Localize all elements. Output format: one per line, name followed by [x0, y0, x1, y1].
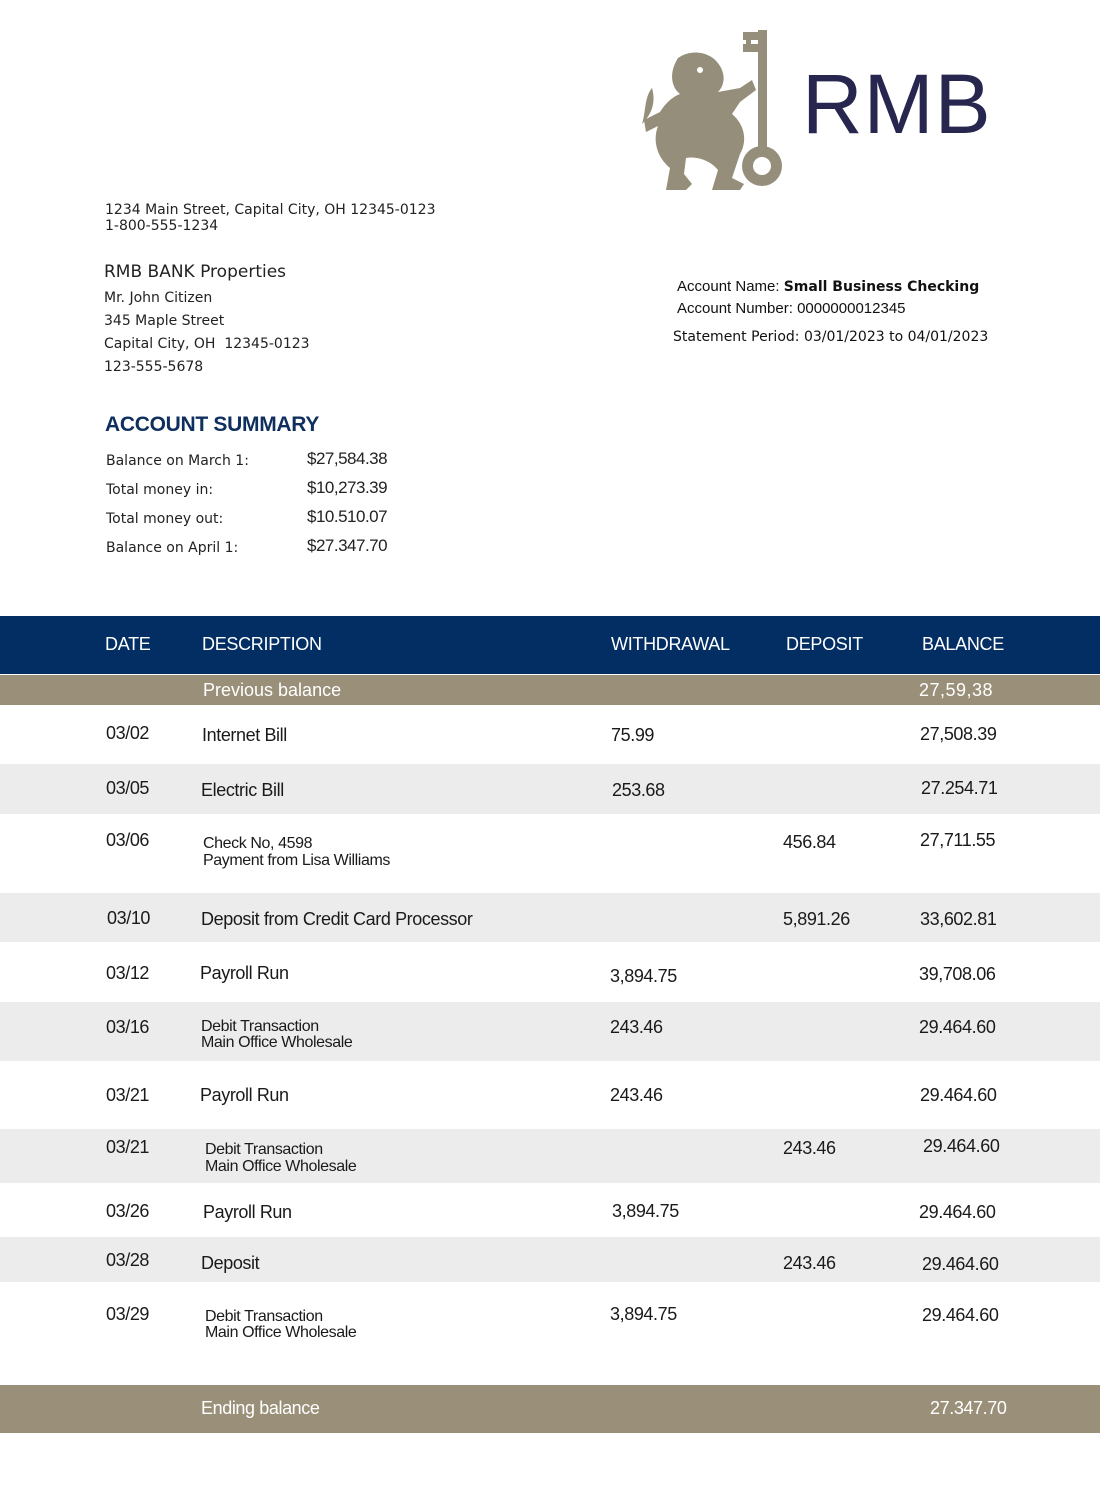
row-description-detail: Main Office Wholesale	[205, 1158, 357, 1175]
summary-label: Total money in:	[106, 482, 214, 498]
ending-balance-label: Ending balance	[201, 1398, 320, 1418]
row-withdrawal: 253.68	[612, 780, 665, 800]
summary-title: ACCOUNT SUMMARY	[105, 413, 320, 436]
row-withdrawal: 3,894.75	[610, 966, 677, 986]
table-row	[0, 1237, 1100, 1282]
row-date: 03/26	[106, 1201, 150, 1221]
logo-text: RMB	[802, 57, 992, 151]
account-number-label: Account Number:	[677, 300, 798, 317]
row-date: 03/28	[106, 1250, 150, 1270]
row-balance: 27.254.71	[921, 778, 998, 798]
table-row	[0, 893, 1100, 942]
row-balance: 27,711.55	[920, 830, 996, 850]
row-description: Payroll Run	[200, 963, 289, 983]
row-deposit: 456.84	[783, 832, 836, 852]
row-description: Check No, 4598	[203, 835, 313, 852]
table-row	[0, 814, 1100, 893]
summary-label: Total money out:	[106, 511, 224, 527]
previous-balance-value: 27,59,38	[919, 680, 994, 700]
summary-value: $10.510.07	[307, 507, 388, 526]
row-withdrawal: 3,894.75	[612, 1201, 679, 1221]
table-row	[0, 764, 1100, 814]
row-withdrawal: 75.99	[611, 725, 655, 745]
row-date: 03/10	[107, 908, 151, 928]
customer-name: Mr. John Citizen	[104, 290, 213, 306]
row-description-detail: Payment from Lisa Williams	[203, 852, 390, 869]
ending-balance-row	[0, 1385, 1100, 1433]
row-balance: 29.464.60	[919, 1202, 996, 1222]
row-date: 03/05	[106, 778, 150, 798]
account-name-line	[677, 276, 979, 298]
ending-balance-value: 27.347.70	[930, 1398, 1007, 1418]
row-balance: 39,708.06	[919, 964, 996, 984]
bank-address	[105, 202, 435, 234]
customer-phone: 123-555-5678	[104, 359, 204, 375]
row-balance: 29.464.60	[922, 1254, 999, 1274]
summary-value: $27.347.70	[307, 536, 388, 555]
summary-row	[106, 536, 426, 565]
bank-street: 1234 Main Street, Capital City, OH 12345-0123	[105, 202, 436, 218]
row-date: 03/21	[106, 1137, 150, 1157]
row-withdrawal: 3,894.75	[610, 1304, 677, 1324]
previous-balance-row	[0, 675, 1100, 705]
previous-balance-label: Previous balance	[203, 680, 342, 700]
row-balance: 29.464.60	[919, 1017, 996, 1037]
lion-key-icon	[640, 28, 810, 193]
table-row	[0, 705, 1100, 764]
bank-phone: 1-800-555-1234	[105, 218, 219, 234]
header-date: DATE	[105, 634, 151, 654]
row-deposit: 243.46	[783, 1253, 836, 1273]
row-description-detail: Main Office Wholesale	[201, 1034, 353, 1051]
summary-row	[106, 449, 426, 478]
row-date: 03/16	[106, 1017, 150, 1037]
row-balance: 29.464.60	[920, 1085, 997, 1105]
customer-address	[104, 262, 310, 379]
header-withdrawal: WITHDRAWAL	[611, 634, 730, 654]
account-name-value: Small Business Checking	[783, 279, 980, 295]
row-description: Electric Bill	[201, 780, 284, 800]
table-row	[0, 1282, 1100, 1385]
row-description: Payroll Run	[203, 1202, 292, 1222]
header-description: DESCRIPTION	[202, 634, 322, 654]
table-row	[0, 1002, 1100, 1061]
table-row	[0, 1183, 1100, 1237]
summary-label: Balance on March 1:	[106, 453, 249, 469]
row-date: 03/29	[106, 1304, 150, 1324]
account-name-label: Account Name:	[677, 278, 784, 295]
customer-street: 345 Maple Street	[104, 313, 225, 329]
customer-company: RMB BANK Properties	[104, 262, 287, 282]
account-number-line	[677, 298, 979, 319]
header-deposit: DEPOSIT	[786, 634, 863, 654]
table-row	[0, 1061, 1100, 1129]
statement-period: Statement Period: 03/01/2023 to 04/01/2023	[673, 329, 989, 345]
row-withdrawal: 243.46	[610, 1017, 663, 1037]
summary-value: $10,273.39	[307, 478, 388, 497]
row-balance: 29.464.60	[922, 1305, 999, 1325]
table-header	[0, 616, 1100, 674]
row-date: 03/06	[106, 830, 150, 850]
summary-label: Balance on April 1:	[106, 540, 239, 556]
row-balance: 33,602.81	[920, 909, 997, 929]
customer-city: Capital City, OH 12345-0123	[104, 336, 310, 352]
row-balance: 27,508.39	[920, 724, 997, 744]
account-number-value: 0000000012345	[797, 300, 906, 317]
row-balance: 29.464.60	[923, 1136, 1000, 1156]
row-description: Payroll Run	[200, 1085, 289, 1105]
row-description: Debit Transaction	[201, 1018, 319, 1035]
account-info	[677, 276, 979, 319]
summary-value: $27,584.38	[307, 449, 388, 468]
table-row	[0, 942, 1100, 1002]
row-description: Deposit from Credit Card Processor	[201, 909, 473, 929]
row-description: Deposit	[201, 1253, 260, 1273]
row-deposit: 243.46	[783, 1138, 836, 1158]
row-description-detail: Main Office Wholesale	[205, 1324, 357, 1341]
row-date: 03/02	[106, 723, 150, 743]
summary-row	[106, 478, 426, 507]
summary-row	[106, 507, 426, 536]
row-withdrawal: 243.46	[610, 1085, 663, 1105]
row-description: Debit Transaction	[205, 1308, 323, 1325]
row-date: 03/12	[106, 963, 150, 983]
row-description: Internet Bill	[202, 725, 287, 745]
row-date: 03/21	[106, 1085, 150, 1105]
header-balance: BALANCE	[922, 634, 1004, 654]
row-deposit: 5,891.26	[783, 909, 850, 929]
row-description: Debit Transaction	[205, 1141, 323, 1158]
table-row	[0, 1129, 1100, 1183]
